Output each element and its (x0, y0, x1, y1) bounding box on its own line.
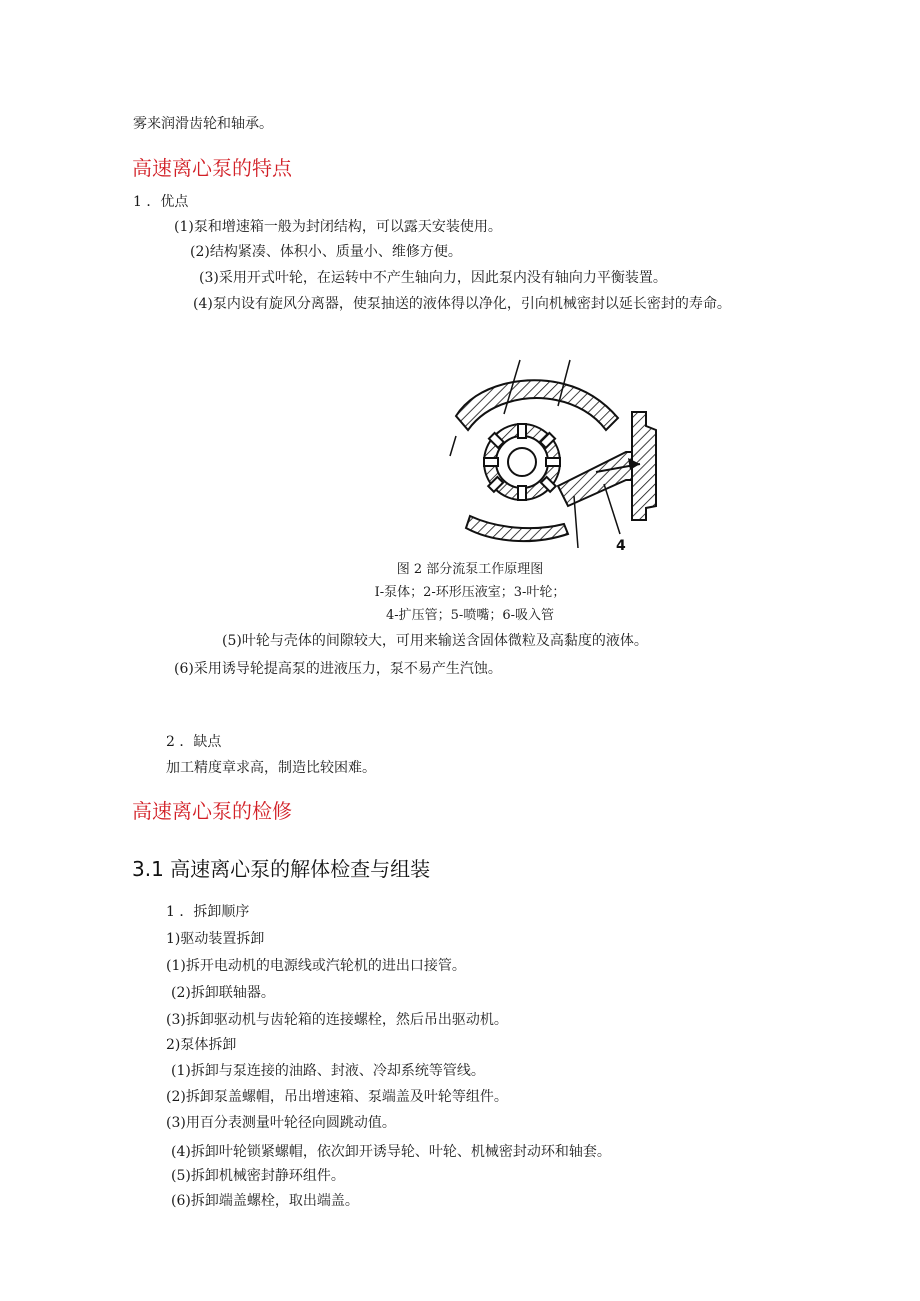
part1-item-2: (2)拆卸联轴器。 (171, 985, 275, 1001)
section-heading-features: 高速离心泵的特点 (132, 156, 292, 180)
part1-item-1: (1)拆开电动机的电源线或汽轮机的进出口接管。 (166, 958, 466, 974)
advantages-label: 1 ．优点 (133, 194, 189, 210)
advantage-item-1: (1)泵和增速箱一般为封闭结构，可以露天安装使用。 (174, 219, 502, 235)
section-heading-maintenance: 高速离心泵的检修 (132, 799, 292, 823)
part2-label: 2)泵体拆卸 (166, 1037, 237, 1053)
advantage-item-4: (4)泵内设有旋风分离器，使泵抽送的液体得以净化，引向机械密封以延长密封的寿命。 (193, 296, 731, 312)
advantage-item-3: (3)采用开式叶轮，在运转中不产生轴向力，因此泵内没有轴向力平衡装置。 (199, 270, 667, 286)
part2-item-5: (5)拆卸机械密封静环组件。 (171, 1168, 345, 1184)
figure-label-4: 4 (616, 538, 626, 552)
advantage-item-5: (5)叶轮与壳体的间隙较大，可用来输送含固体微粒及高黏度的液体。 (222, 633, 648, 649)
diffuser-pipe (558, 452, 638, 506)
subsection-heading: 3.1 高速离心泵的解体检查与组装 (132, 857, 431, 881)
step-label: 1 ．拆卸顺序 (166, 904, 250, 920)
part2-item-6: (6)拆卸端盖螺栓，取出端盖。 (171, 1193, 359, 1209)
disadvantages-text: 加工精度章求高，制造比较困难。 (166, 760, 376, 776)
part1-label: 1)驱动装置拆卸 (166, 931, 265, 947)
intro-line: 雾来润滑齿轮和轴承。 (133, 116, 273, 132)
pump-casing-lower (466, 516, 568, 541)
advantage-item-6: (6)采用诱导轮提高泵的进液压力，泵不易产生汽蚀。 (174, 661, 502, 677)
part2-item-3: (3)用百分表测量叶轮径向圆跳动值。 (166, 1115, 396, 1131)
pump-casing (456, 380, 618, 430)
figure-caption-line1: I-泵体；2-环形压液室；3-叶轮； (374, 585, 566, 600)
part1-item-3: (3)拆卸驱动机与齿轮箱的连接螺栓，然后吊出驱动机。 (166, 1012, 508, 1028)
figure-caption-line2: 4-扩压管；5-喷嘴；6-吸入管 (386, 608, 554, 623)
advantage-item-2: (2)结构紧凑、体积小、质量小、维修方便。 (190, 244, 462, 260)
part2-item-1: (1)拆卸与泵连接的油路、封液、冷却系统等管线。 (171, 1063, 485, 1079)
figure-caption-title: 图 2 部分流泵工作原理图 (396, 562, 544, 577)
pump-diagram-figure (446, 356, 662, 552)
part2-item-4: (4)拆卸叶轮锁紧螺帽，依次卸开诱导轮、叶轮、机械密封动环和轴套。 (171, 1144, 611, 1160)
part2-item-2: (2)拆卸泵盖螺帽，吊出增速箱、泵端盖及叶轮等组件。 (166, 1089, 508, 1105)
disadvantages-label: 2 ．缺点 (166, 734, 222, 750)
